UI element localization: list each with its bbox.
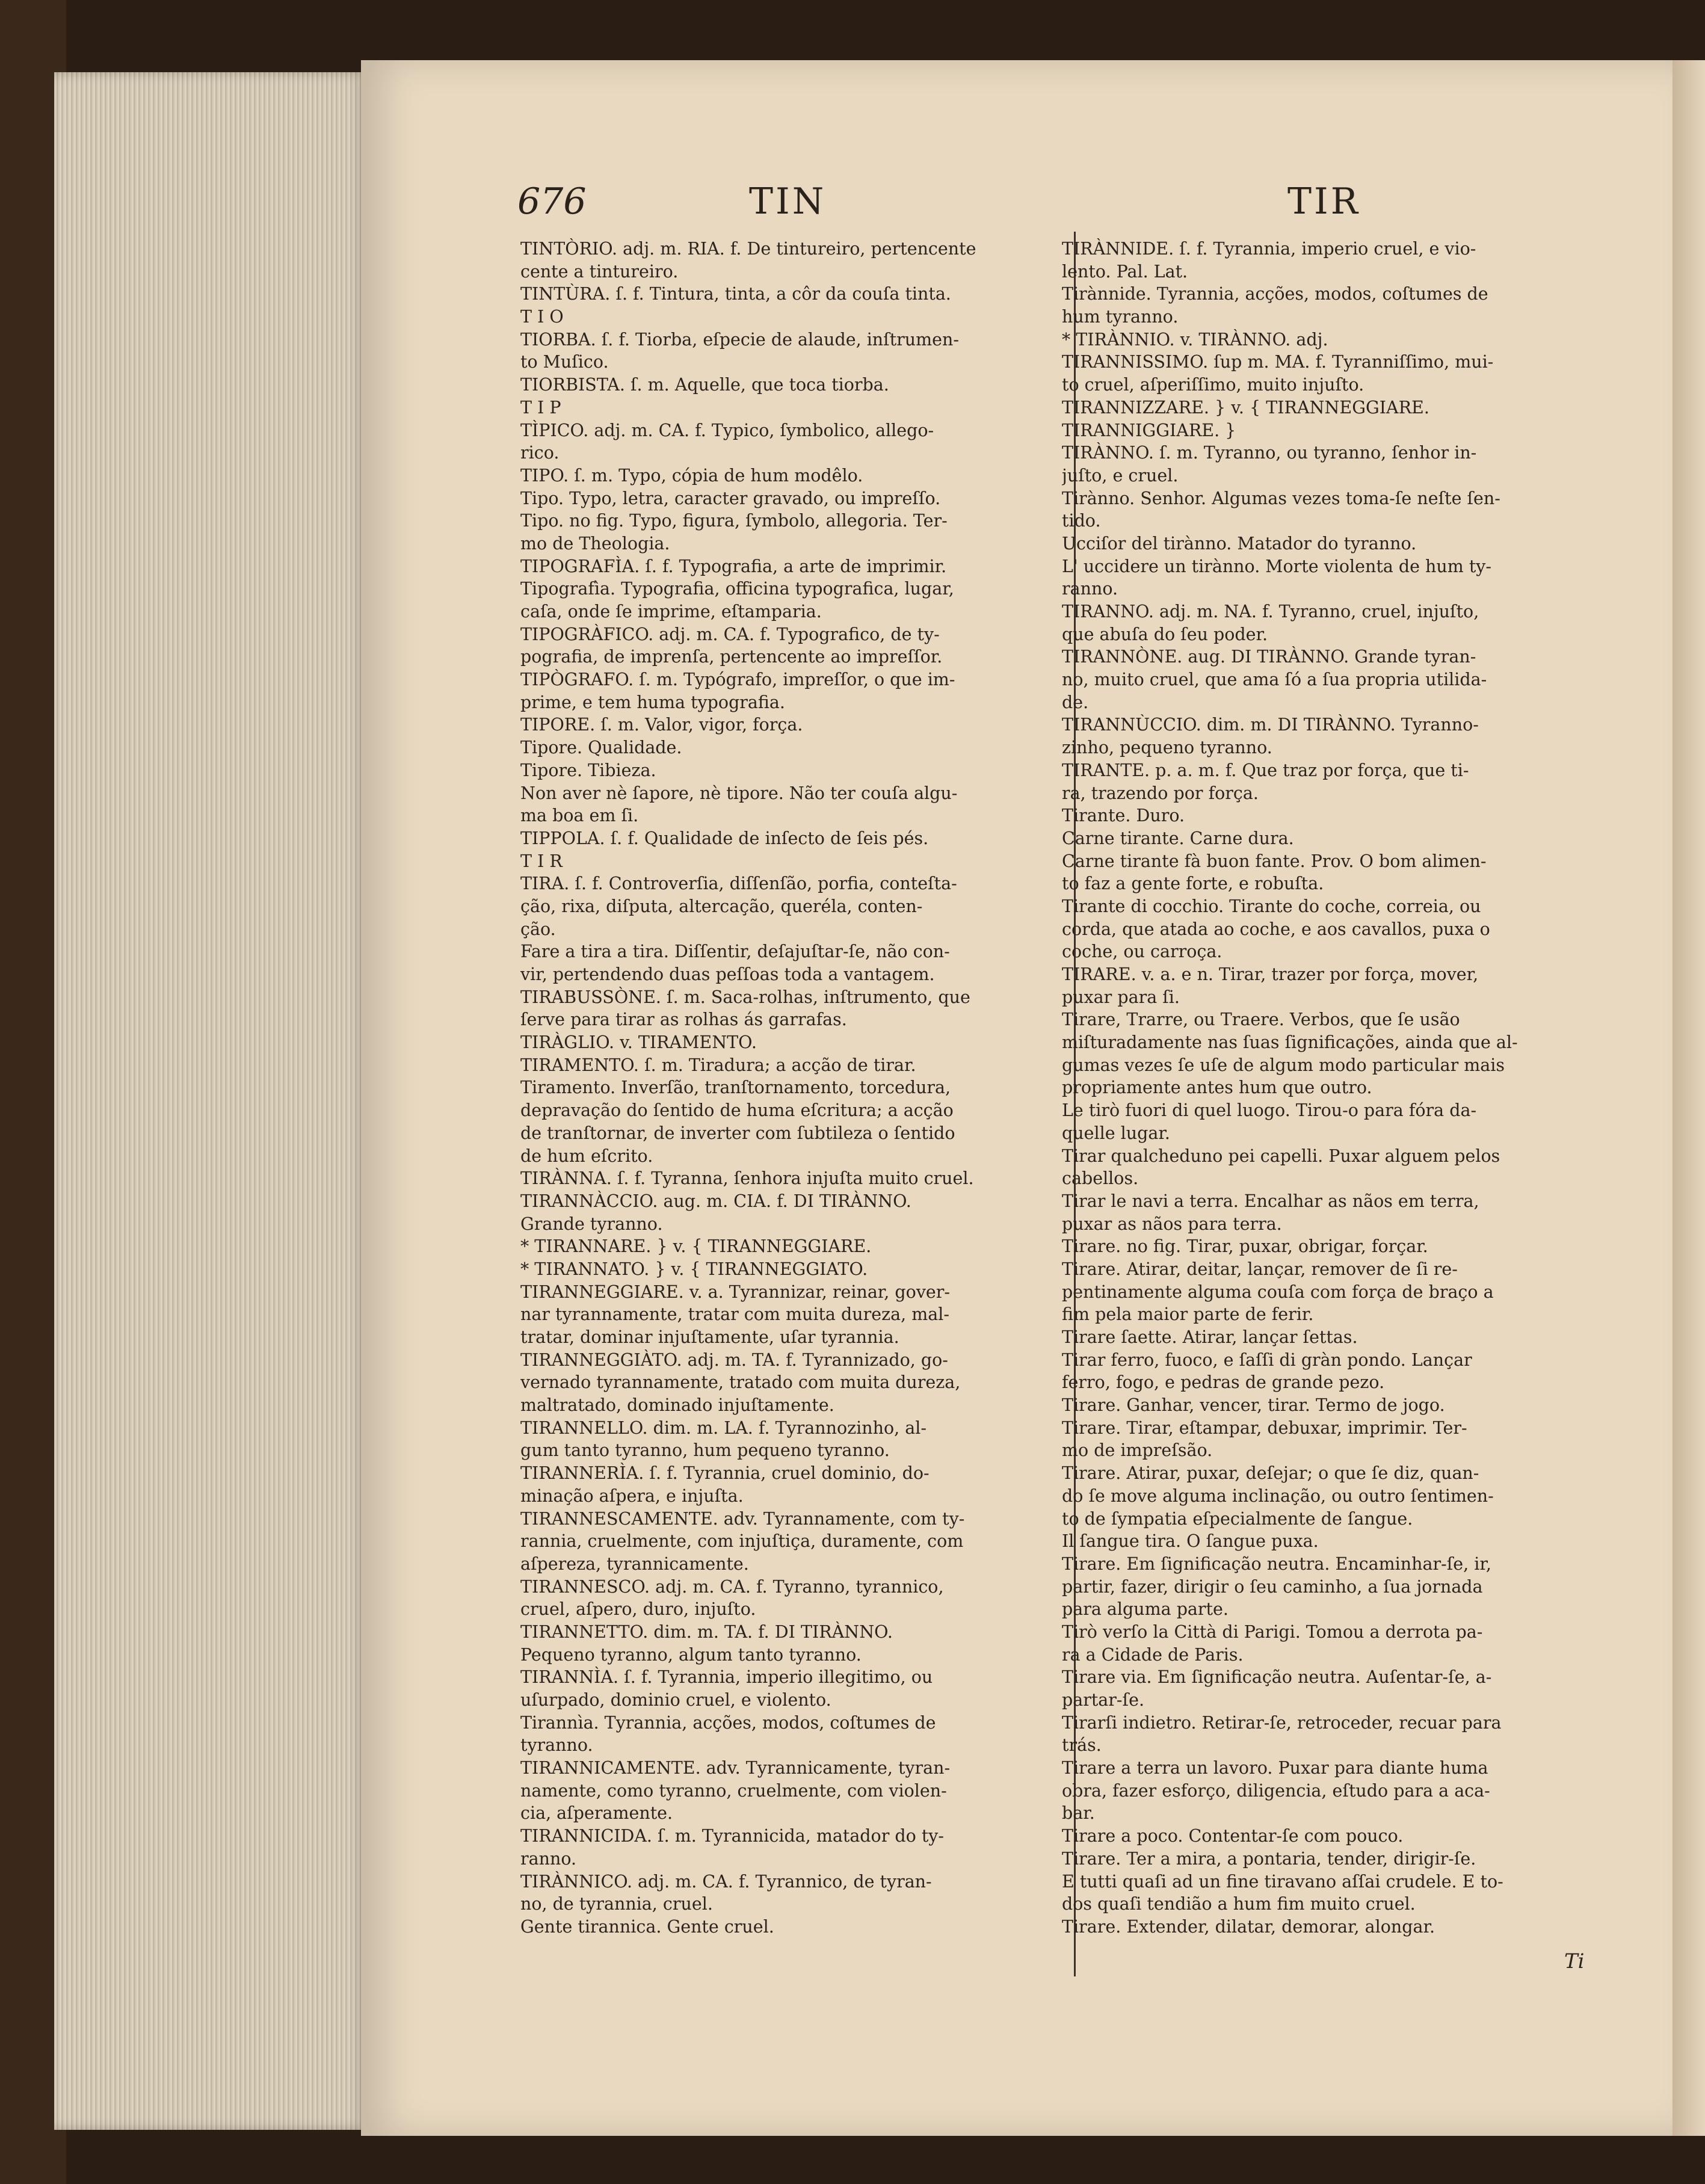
entry-line: Tipografìa. Typografia, officina typografica, lugar, — [520, 579, 954, 599]
entry-line: TIRANNEGGIÀTO. adj. m. TA. f. Tyrannizado, go- — [520, 1350, 948, 1370]
entry-line: cente a tintureiro. — [520, 261, 679, 282]
entry-line: TIRÀNNICO. adj. m. CA. f. Tyrannico, de tyran- — [520, 1871, 932, 1892]
entry-line: Grande tyranno. — [520, 1214, 663, 1234]
entry-line: TIRANNÒNE. aug. DI TIRÀNNO. Grande tyran- — [1062, 647, 1476, 667]
entry-line: Carne tirante fà buon fante. Prov. O bom alimen- — [1062, 851, 1487, 871]
entry-line: TIRÀGLIO. v. TIRAMENTO. — [520, 1032, 757, 1053]
entry-line: pentinamente alguma couſa com força de braço a — [1062, 1282, 1494, 1302]
entry-line: vir, pertendendo duas peſſoas toda a vantagem. — [520, 964, 935, 984]
entry-line: TIRABUSSÒNE. ſ. m. Saca-rolhas, inſtrumento, que — [520, 987, 970, 1007]
left-column — [520, 238, 1068, 1939]
entry-line: Tirànno. Senhor. Algumas vezes toma-ſe neſte ſen- — [1062, 488, 1500, 508]
entry-line: fim pela maior parte de ferir. — [1062, 1304, 1314, 1325]
entry-line: tido. — [1062, 511, 1101, 531]
page-edges — [54, 72, 367, 2130]
entry-line: zinho, pequeno tyranno. — [1062, 738, 1272, 758]
entry-line: TIRANNISSIMO. ſup m. MA. f. Tyranniſſimo, mui- — [1062, 352, 1494, 372]
entry-line: Tirante di cocchio. Tirante do coche, correia, ou — [1062, 896, 1481, 916]
entry-line: partar-ſe. — [1062, 1690, 1145, 1710]
entry-line: ſerve para tirar as rolhas ás garrafas. — [520, 1010, 847, 1030]
entry-line: to faz a gente forte, e robuſta. — [1062, 874, 1324, 894]
entry-line: TIPO. ſ. m. Typo, cópia de hum modêlo. — [520, 465, 863, 486]
entry-line: TIRANNETTO. dim. m. TA. f. DI TIRÀNNO. — [520, 1621, 893, 1642]
entry-line: Tirante. Duro. — [1062, 806, 1185, 826]
entry-line: TINTÒRIO. adj. m. RIA. f. De tintureiro, pertencente — [520, 239, 976, 259]
entry-line: gumas vezes ſe uſe de algum modo particular mais — [1062, 1055, 1505, 1075]
entry-line: TIRANNESCO. adj. m. CA. f. Tyranno, tyrannico, — [520, 1576, 944, 1597]
entry-line: Ucciſor del tirànno. Matador do tyranno. — [1062, 533, 1417, 554]
entry-line: TIRANNIZZARE. } v. { TIRANNEGGIARE. — [1062, 397, 1429, 418]
entry-line: TIRÀNNIDE. ſ. f. Tyrannia, imperio cruel, e vio- — [1062, 239, 1476, 259]
entry-line: ma boa em ſi. — [520, 806, 639, 826]
entry-line: TINTÙRA. ſ. f. Tintura, tinta, a côr da couſa tinta. — [520, 284, 951, 304]
entry-line: dos quaſi tendião a hum fim muito cruel. — [1062, 1894, 1416, 1914]
entry-line: TIRANNO. adj. m. NA. f. Tyranno, cruel, injuſto, — [1062, 602, 1479, 622]
entry-line: TIRANNEGGIARE. v. a. Tyrannizar, reinar, gover- — [520, 1282, 951, 1302]
entry-line: Tirare. Ter a mira, a pontaria, tender, dirigir-ſe. — [1062, 1848, 1476, 1869]
entry-line: Tirànnide. Tyrannia, acções, modos, coſtumes de — [1062, 284, 1488, 304]
entry-line: T I P — [520, 397, 561, 418]
entry-line: de hum eſcrito. — [520, 1146, 653, 1166]
entry-line: prime, e tem huma typografia. — [520, 692, 785, 712]
entry-line: ferro, fogo, e pedras de grande pezo. — [1062, 1372, 1385, 1393]
entry-line: Pequeno tyranno, algum tanto tyranno. — [520, 1644, 862, 1665]
entry-line: Tipo. no fig. Typo, figura, ſymbolo, allegoria. Ter- — [520, 511, 948, 531]
entry-line: TIPPOLA. ſ. f. Qualidade de inſecto de ſeis pés. — [520, 828, 929, 848]
entry-line: Tipore. Tibieza. — [520, 760, 656, 780]
entry-line: TIRANNIGGIARE. } — [1062, 420, 1236, 440]
entry-line: que abuſa do ſeu poder. — [1062, 624, 1268, 644]
entry-line: namente, como tyranno, cruelmente, com violen- — [520, 1780, 947, 1801]
entry-line: Il ſangue tira. O ſangue puxa. — [1062, 1531, 1319, 1552]
entry-line: TIORBISTA. ſ. m. Aquelle, que toca tiorba. — [520, 375, 889, 395]
entry-line: Tipore. Qualidade. — [520, 738, 682, 758]
entry-line: Tirare a poco. Contentar-ſe com pouco. — [1062, 1826, 1404, 1846]
entry-line: * TIRANNATO. } v. { TIRANNEGGIATO. — [520, 1259, 868, 1279]
entry-line: Fare a tira a tira. Diſſentir, deſajuſtar-ſe, não con- — [520, 942, 950, 962]
entry-line: no, muito cruel, que ama ſó a ſua propria utilida- — [1062, 670, 1487, 690]
entry-line: cruel, aſpero, duro, injuſto. — [520, 1599, 756, 1620]
entry-line: * TIRANNARE. } v. { TIRANNEGGIARE. — [520, 1236, 872, 1257]
entry-line: mo de Theologia. — [520, 533, 670, 554]
entry-line: de tranſtornar, de inverter com ſubtileza o ſentido — [520, 1123, 955, 1143]
entry-line: TIORBA. ſ. f. Tiorba, eſpecie de alaude, inſtrumen- — [520, 329, 960, 350]
entry-line: Tirar ferro, fuoco, e ſaſſi di gràn pondo. Lançar — [1062, 1350, 1472, 1370]
entry-line: TIRANNÙCCIO. dim. m. DI TIRÀNNO. Tyranno- — [1062, 715, 1479, 735]
entry-line: to cruel, aſperiſſimo, muito injuſto. — [1062, 375, 1364, 395]
entry-line: TIRANNICIDA. ſ. m. Tyrannicida, matador do ty- — [520, 1826, 945, 1846]
right-running-head: TIR — [1287, 180, 1360, 223]
page-number: 676 — [517, 180, 587, 223]
entry-line: Tirare. Extender, dilatar, demorar, alongar. — [1062, 1916, 1435, 1937]
entry-line: TIRANTE. p. a. m. f. Que traz por força, que ti- — [1062, 760, 1469, 780]
entry-line: TIRANNÀCCIO. aug. m. CIA. f. DI TIRÀNNO. — [520, 1191, 911, 1211]
entry-line: TIRA. ſ. f. Controverſia, diſſenſão, porfia, conteſta- — [520, 874, 957, 894]
entry-line: TIPOGRAFÌA. ſ. f. Typografia, a arte de imprimir. — [520, 556, 947, 576]
entry-line: partir, fazer, dirigir o ſeu caminho, a ſua jornada — [1062, 1576, 1483, 1597]
entry-line: TIPORE. ſ. m. Valor, vigor, força. — [520, 715, 803, 735]
entry-line: trás. — [1062, 1735, 1102, 1756]
entry-line: lento. Pal. Lat. — [1062, 261, 1188, 282]
entry-line: Tirar le navi a terra. Encalhar as nãos em terra, — [1062, 1191, 1479, 1211]
entry-line: de. — [1062, 692, 1089, 712]
entry-line: depravação do ſentido de huma eſcritura; a acção — [520, 1100, 954, 1121]
entry-line: uſurpado, dominio cruel, e violento. — [520, 1690, 831, 1710]
entry-line: quelle lugar. — [1062, 1123, 1170, 1143]
right-column — [1062, 238, 1609, 1939]
entry-line: tratar, dominar injuſtamente, uſar tyrannia. — [520, 1327, 899, 1347]
entry-line: ranno. — [1062, 579, 1118, 599]
entry-line: TIRANNELLO. dim. m. LA. f. Tyrannozinho, al- — [520, 1417, 927, 1438]
entry-line: no, de tyrannia, cruel. — [520, 1894, 713, 1914]
entry-line: Le tirò fuori di quel luogo. Tirou-o para fóra da- — [1062, 1100, 1477, 1121]
entry-line: para alguma parte. — [1062, 1599, 1229, 1620]
entry-line: ção, rixa, diſputa, altercação, queréla, conten- — [520, 896, 923, 916]
entry-line: TIPÒGRAFO. ſ. m. Typógrafo, impreſſor, o que im- — [520, 670, 955, 690]
entry-line: Carne tirante. Carne dura. — [1062, 828, 1294, 848]
entry-line: ra, trazendo por força. — [1062, 783, 1259, 803]
entry-line: Tirare. Tirar, eſtampar, debuxar, imprimir. Ter- — [1062, 1417, 1467, 1438]
facing-page-edge — [1673, 60, 1705, 2136]
entry-line: T I R — [520, 851, 563, 871]
entry-line: do ſe move alguma inclinação, ou outro ſentimen- — [1062, 1485, 1494, 1506]
entry-line: caſa, onde ſe imprime, eſtamparia. — [520, 602, 822, 622]
entry-line: TIRÀNNA. ſ. f. Tyranna, ſenhora injuſta muito cruel. — [520, 1168, 974, 1189]
entry-line: TIRANNESCAMENTE. adv. Tyrannamente, com ty- — [520, 1508, 965, 1529]
entry-line: miſturadamente nas ſuas ſignificações, ainda que al- — [1062, 1032, 1518, 1053]
entry-line: Gente tirannica. Gente cruel. — [520, 1916, 774, 1937]
entry-line: Tirare ſaette. Atirar, lançar ſettas. — [1062, 1327, 1358, 1347]
entry-line: tyranno. — [520, 1735, 593, 1756]
entry-line: ção. — [520, 919, 556, 939]
entry-line: L' uccidere un tirànno. Morte violenta de hum ty- — [1062, 556, 1492, 576]
entry-line: Tirare. no fig. Tirar, puxar, obrigar, forçar. — [1062, 1236, 1428, 1257]
entry-line: cia, aſperamente. — [520, 1803, 673, 1824]
entry-line: obra, fazer esforço, diligencia, eſtudo para a aca- — [1062, 1780, 1490, 1801]
entry-line: Tirare a terra un lavoro. Puxar para diante huma — [1062, 1758, 1488, 1778]
entry-line: gum tanto tyranno, hum pequeno tyranno. — [520, 1440, 890, 1461]
entry-line: TIRANNÌA. ſ. f. Tyrannia, imperio illegitimo, ou — [520, 1667, 933, 1688]
entry-line: bar. — [1062, 1803, 1095, 1824]
entry-line: mo de impreſsão. — [1062, 1440, 1213, 1461]
entry-line: nar tyrannamente, tratar com muita dureza, mal- — [520, 1304, 949, 1325]
entry-line: Tipo. Typo, letra, caracter gravado, ou impreſſo. — [520, 488, 941, 508]
entry-line: vernado tyrannamente, tratado com muita dureza, — [520, 1372, 961, 1393]
entry-line: TIRARE. v. a. e n. Tirar, trazer por força, mover, — [1062, 964, 1479, 984]
entry-line: propriamente antes hum que outro. — [1062, 1078, 1372, 1098]
entry-line: Tirare. Ganhar, vencer, tirar. Termo de jogo. — [1062, 1395, 1445, 1416]
entry-line: TIRANNERÌA. ſ. f. Tyrannia, cruel dominio, do- — [520, 1463, 930, 1484]
entry-line: minação aſpera, e injuſta. — [520, 1485, 744, 1506]
entry-line: TÌPICO. adj. m. CA. f. Typico, ſymbolico, allego- — [520, 420, 934, 440]
entry-line: TIRANNICAMENTE. adv. Tyrannicamente, tyran- — [520, 1758, 951, 1778]
entry-line: Non aver nè ſapore, nè tipore. Não ter couſa algu- — [520, 783, 958, 803]
entry-line: to de ſympatia eſpecialmente de ſangue. — [1062, 1508, 1413, 1529]
entry-line: Tirarſi indietro. Retirar-ſe, retroceder, recuar para — [1062, 1712, 1502, 1733]
entry-line: TIRAMENTO. ſ. m. Tiradura; a acção de tirar. — [520, 1055, 916, 1075]
entry-line: maltratado, dominado injuſtamente. — [520, 1395, 834, 1416]
entry-line: Tirar qualcheduno pei capelli. Puxar alguem pelos — [1062, 1146, 1500, 1166]
entry-line: hum tyranno. — [1062, 307, 1179, 327]
left-running-head: TIN — [749, 180, 827, 223]
entry-line: puxar para ſi. — [1062, 987, 1180, 1007]
entry-line: Tirare. Em ſignificação neutra. Encaminhar-ſe, ir, — [1062, 1553, 1491, 1574]
entry-line: cabellos. — [1062, 1168, 1139, 1189]
entry-line: Tirare, Trarre, ou Traere. Verbos, que ſe usão — [1062, 1010, 1460, 1030]
entry-line: corda, que atada ao coche, e aos cavallos, puxa o — [1062, 919, 1490, 939]
entry-line: Tirare. Atirar, puxar, deſejar; o que ſe diz, quan- — [1062, 1463, 1479, 1484]
catchword: Ti — [1564, 1949, 1585, 1973]
entry-line: puxar as nãos para terra. — [1062, 1214, 1282, 1234]
entry-line: rannia, cruelmente, com injuſtiça, duramente, com — [520, 1531, 964, 1552]
entry-line: rico. — [520, 443, 560, 463]
entry-line: aſpereza, tyrannicamente. — [520, 1553, 749, 1574]
entry-line: TIPOGRÀFICO. adj. m. CA. f. Typografico, de ty- — [520, 624, 940, 644]
entry-line: coche, ou carroça. — [1062, 942, 1222, 962]
entry-line: * TIRÀNNIO. v. TIRÀNNO. adj. — [1062, 329, 1328, 350]
entry-line: TIRÀNNO. ſ. m. Tyranno, ou tyranno, ſenhor in- — [1062, 443, 1477, 463]
entry-line: ra a Cidade de Paris. — [1062, 1644, 1244, 1665]
entry-line: ranno. — [520, 1848, 577, 1869]
entry-line: Tirò verſo la Città di Parigi. Tomou a derrota pa- — [1062, 1621, 1483, 1642]
entry-line: Tiramento. Inverſão, tranſtornamento, torcedura, — [520, 1078, 951, 1098]
entry-line: juſto, e cruel. — [1062, 465, 1179, 486]
entry-line: T I O — [520, 307, 564, 327]
entry-line: Tirannìa. Tyrannia, acções, modos, coſtumes de — [520, 1712, 936, 1733]
entry-line: pografia, de imprenſa, pertencente ao impreſſor. — [520, 647, 943, 667]
entry-line: E tutti quaſi ad un fine tiravano aſſai crudele. E to- — [1062, 1871, 1503, 1892]
entry-line: Tirare. Atirar, deitar, lançar, remover de ſi re- — [1062, 1259, 1458, 1279]
entry-line: to Muſico. — [520, 352, 609, 372]
entry-line: Tirare via. Em ſignificação neutra. Auſentar-ſe, a- — [1062, 1667, 1492, 1688]
